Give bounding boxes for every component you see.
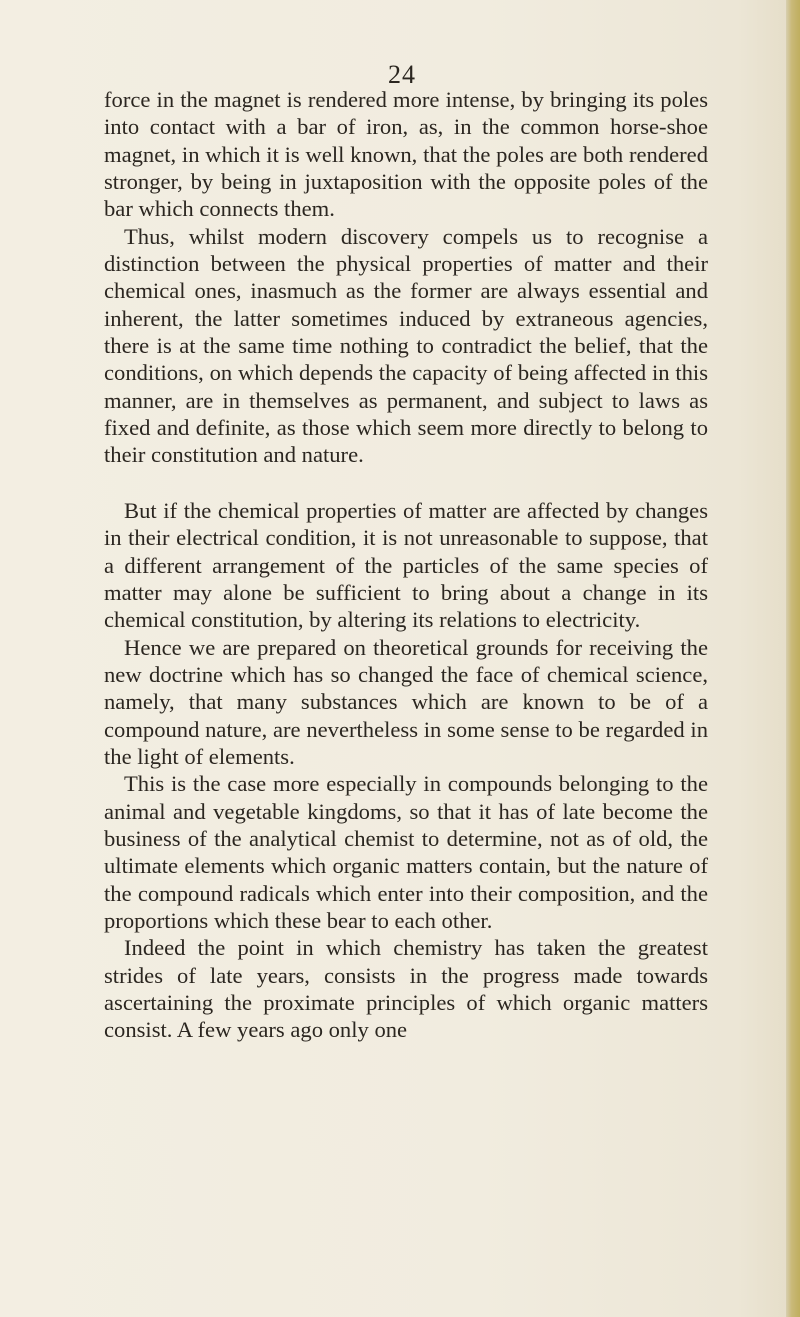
paragraph-3: But if the chemical properties of matter are affected by changes in their electrical condition, it is not unreasonable to suppose, that a different arrangement of the particles of the same species of matter may alone be sufficient to bring about a change in its chemical constitution, by altering its relations to electricity. <box>104 497 708 633</box>
paragraph-6: Indeed the point in which chemistry has taken the greatest strides of late years, consists in the progress made towards ascertaining the proximate principles of which organic matters consist. A few years ago only one <box>104 935 708 1043</box>
page-edge <box>786 0 800 1317</box>
paragraph-4: Hence we are prepared on theoretical grounds for receiving the new doctrine which has so changed the face of chemical science, namely, that many substances which are known to be of a compound nature, are nevertheless in some sense to be regarded in the light of elements. <box>104 634 708 769</box>
paragraph-2: Thus, whilst modern discovery compels us to recognise a distinction between the physical properties of matter and their chemical ones, inasmuch as the former are always essential and inherent, the latter sometimes induced by extraneous agencies, there is at the same time nothing to contradict the belief, that the conditions, on which depends the capacity of being affected in this manner, are in themselves as permanent, and subject to laws as fixed and definite, as those which seem more directly to belong to their constitution and nature. <box>104 223 708 468</box>
paragraph-1: force in the magnet is rendered more intense, by bringing its poles into contact with a bar of iron, as, in the common horse-shoe magnet, in which it is well known, that the poles are both rendered stronger, by being in juxtaposition with the opposite poles of the bar which connects them. <box>104 87 708 222</box>
paragraph-5: This is the case more especially in compounds belonging to the animal and vegetable kingdoms, so that it has of late become the business of the analytical chemist to determine, not as of old, the ultimate elements which organic matters contain, but the nature of the compound radicals which enter into their composition, and the proportions which these bear to each other. <box>104 771 708 933</box>
body-text <box>104 86 708 1044</box>
page-number: 24 <box>388 60 416 89</box>
